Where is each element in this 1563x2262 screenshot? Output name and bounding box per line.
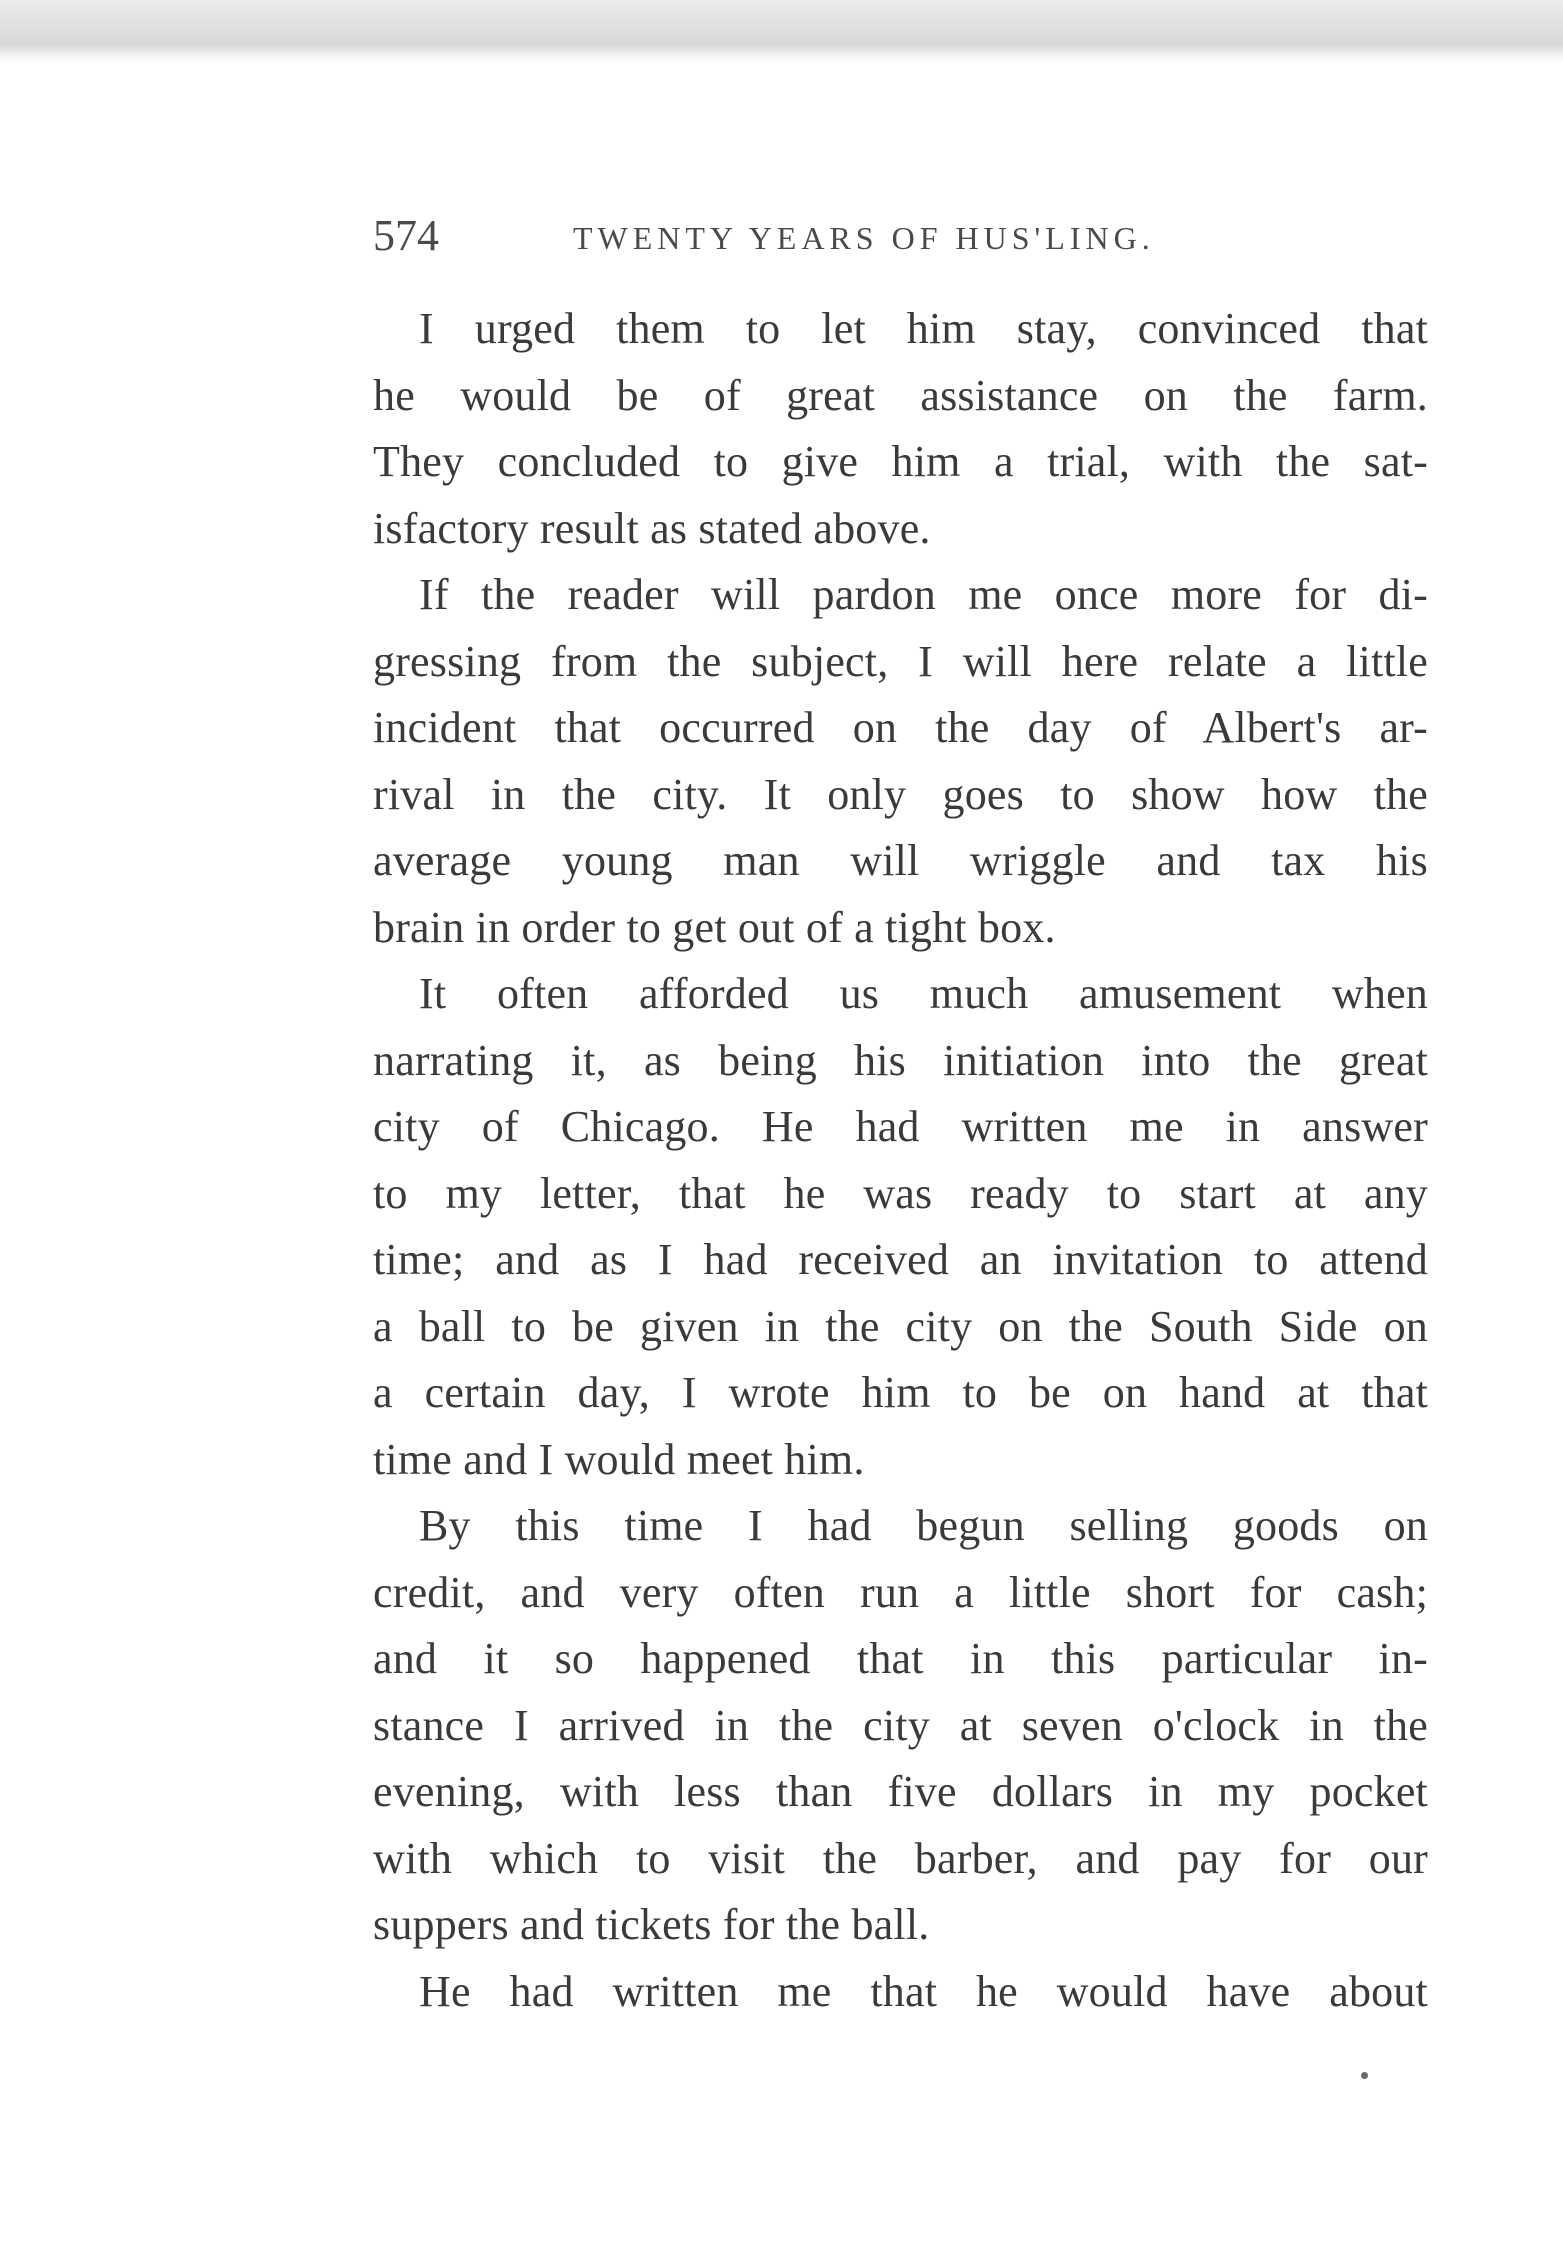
- text-line: He had written me that he would have about: [419, 1966, 1428, 2016]
- text-line: time; and as I had received an invitation to attend: [373, 1235, 1428, 1284]
- text-line: credit, and very often run a little short for cash;: [373, 1567, 1428, 1617]
- text-line: stance I arrived in the city at seven o'clock in the: [373, 1700, 1428, 1750]
- text-line: incident that occurred on the day of Albert's ar-: [373, 703, 1428, 752]
- text-line: to my letter, that he was ready to start at any: [373, 1168, 1428, 1218]
- page-number: 574: [373, 211, 439, 260]
- text-line: a ball to be given in the city on the South Side on: [373, 1301, 1428, 1351]
- text-line: narrating it, as being his initiation into the great: [373, 1035, 1428, 1085]
- page-header: [373, 206, 1423, 266]
- page-top-edge: [0, 0, 1563, 62]
- text-line: a certain day, I wrote him to be on hand at that: [373, 1368, 1428, 1417]
- text-line: with which to visit the barber, and pay for our: [373, 1833, 1428, 1883]
- text-line: gressing from the subject, I will here relate a little: [373, 636, 1428, 686]
- running-head: TWENTY YEARS OF HUS'LING.: [573, 220, 1155, 256]
- text-line: isfactory result as stated above.: [373, 503, 931, 553]
- text-line: evening, with less than five dollars in my pocket: [373, 1767, 1428, 1816]
- text-line: If the reader will pardon me once more for di-: [419, 570, 1428, 619]
- text-line: rival in the city. It only goes to show how the: [373, 769, 1428, 819]
- text-line: By this time I had begun selling goods on: [419, 1501, 1428, 1550]
- text-line: I urged them to let him stay, convinced that: [419, 304, 1428, 353]
- body-text: [373, 296, 1428, 2025]
- text-line: he would be of great assistance on the farm.: [373, 370, 1428, 420]
- text-line: city of Chicago. He had written me in answer: [373, 1102, 1428, 1151]
- text-line: They concluded to give him a trial, with the sat-: [373, 437, 1428, 486]
- text-line: brain in order to get out of a tight box.: [373, 902, 1056, 952]
- text-line: suppers and tickets for the ball.: [373, 1900, 930, 1949]
- text-line: and it so happened that in this particular in-: [373, 1634, 1428, 1683]
- ink-speck: [1361, 2072, 1368, 2079]
- text-line: average young man will wriggle and tax his: [373, 836, 1428, 885]
- text-line: It often afforded us much amusement when: [419, 969, 1428, 1018]
- text-line: time and I would meet him.: [373, 1434, 865, 1484]
